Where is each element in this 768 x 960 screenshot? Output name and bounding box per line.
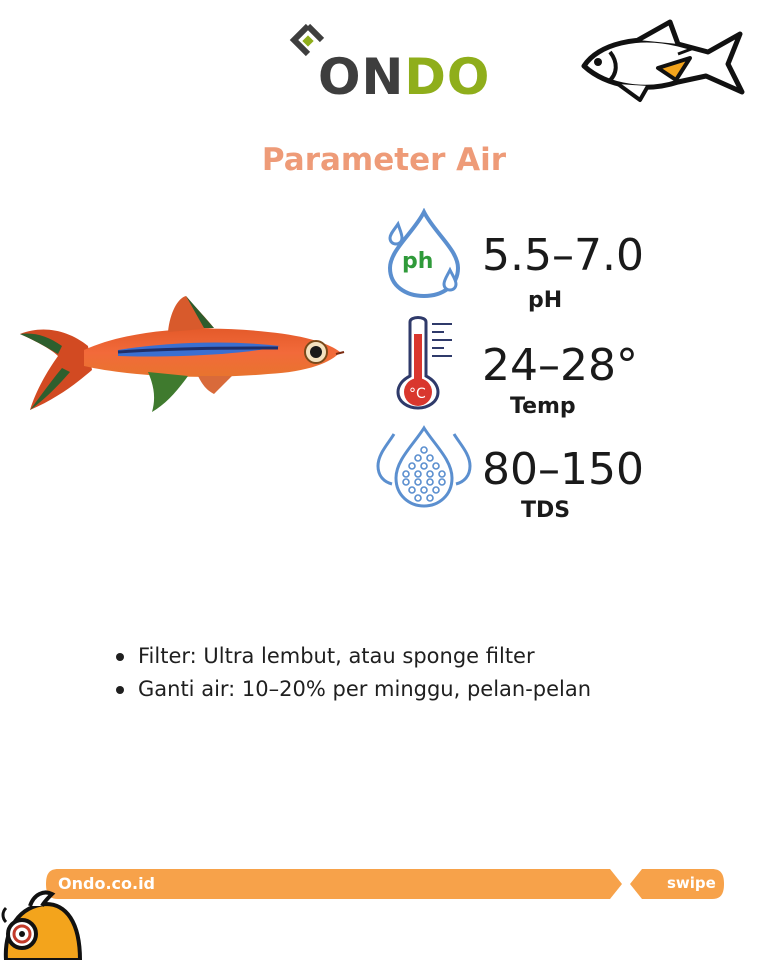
ph-label: pH (528, 288, 563, 313)
tds-value: 80–150 (482, 444, 644, 495)
tds-drops-icon (376, 424, 472, 510)
care-notes-list (112, 640, 591, 706)
list-item (112, 673, 591, 706)
thermometer-icon (396, 314, 460, 410)
temp-value: 24–28° (482, 340, 638, 391)
svg-text:ph: ph (402, 249, 434, 274)
bullet-icon (116, 686, 124, 694)
brand-name (318, 48, 491, 106)
note-water-change: Ganti air: 10–20% per minggu, pelan-pelan (138, 677, 592, 701)
site-link[interactable]: Ondo.co.id (58, 874, 156, 893)
svg-text:°C: °C (409, 386, 426, 402)
bullet-icon (116, 653, 124, 661)
fish-outline-icon (578, 18, 750, 104)
rasbora-fish-image (18, 290, 346, 420)
brand-name-part2: DO (404, 48, 491, 106)
tds-label: TDS (521, 498, 571, 523)
temp-label: Temp (510, 394, 576, 419)
note-filter: Filter: Ultra lembut, atau sponge filter (138, 644, 535, 668)
page-title: Parameter Air (261, 142, 507, 178)
ph-value: 5.5–7.0 (482, 230, 644, 281)
swipe-button[interactable]: swipe (667, 874, 716, 892)
list-item (112, 640, 591, 673)
ondo-logo (288, 22, 491, 106)
mascot-fish-icon (0, 888, 90, 960)
brand-name-part1: ON (318, 48, 405, 106)
ph-drop-icon (384, 208, 464, 300)
